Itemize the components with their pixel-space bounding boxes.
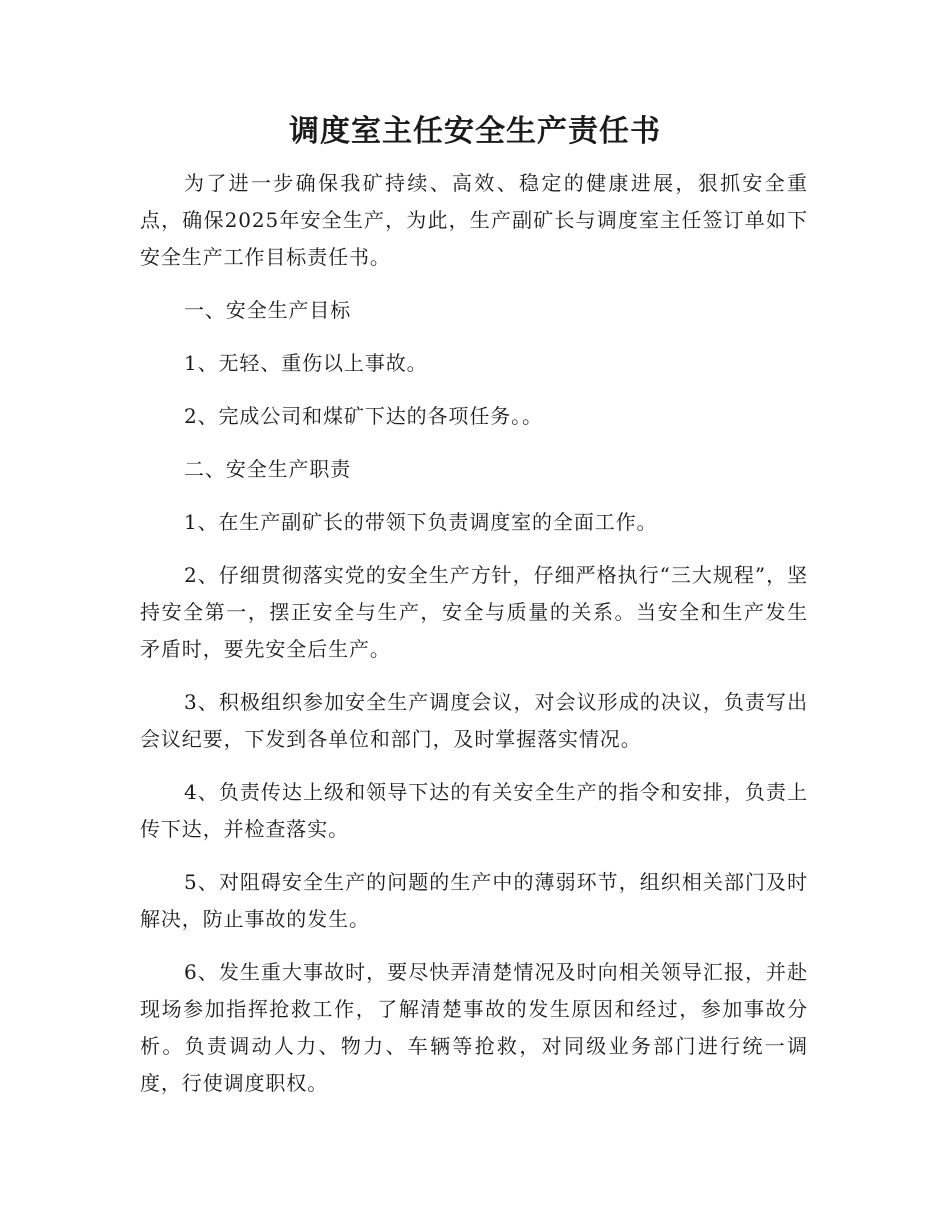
duty-item-2: 2、仔细贯彻落实党的安全生产方针，仔细严格执行“三大规程”，坚持安全第一，摆正安全与生产，安全与质量的关系。当安全和生产发生矛盾时，要先安全后生产。 [140,563,808,661]
document-body [140,165,808,1118]
goal-item-2: 2、完成公司和煤矿下达的各项任务。。 [184,404,543,428]
duty-item-6: 6、发生重大事故时，要尽快弄清楚情况及时向相关领导汇报，并赴现场参加指挥抢救工作，了解清楚事故的发生原因和经过，参加事故分析。负责调动人力、物力、车辆等抢救，对同级业务部门进行统一调度，行使调度职权。 [140,960,808,1095]
intro-paragraph: 为了进一步确保我矿持续、高效、稳定的健康进展，狠抓安全重点，确保2025年安全生产，为此，生产副矿长与调度室主任签订单如下安全生产工作目标责任书。 [140,171,808,269]
section-heading-safety-goals: 一、安全生产目标 [184,298,352,322]
duty-item-3: 3、积极组织参加安全生产调度会议，对会议形成的决议，负责写出会议纪要，下发到各单位和部门，及时掌握落实情况。 [140,690,808,751]
duty-item-4: 4、负责传达上级和领导下达的有关安全生产的指令和安排，负责上传下达，并检查落实。 [140,780,808,841]
section-heading-safety-duties: 二、安全生产职责 [184,457,352,481]
duty-item-5: 5、对阻碍安全生产的问题的生产中的薄弱环节，组织相关部门及时解决，防止事故的发生。 [140,870,808,931]
goal-item-1: 1、无轻、重伤以上事故。 [184,351,428,375]
duty-item-1: 1、在生产副矿长的带领下负责调度室的全面工作。 [184,510,658,534]
document-title: 调度室主任安全生产责任书 [289,114,661,149]
